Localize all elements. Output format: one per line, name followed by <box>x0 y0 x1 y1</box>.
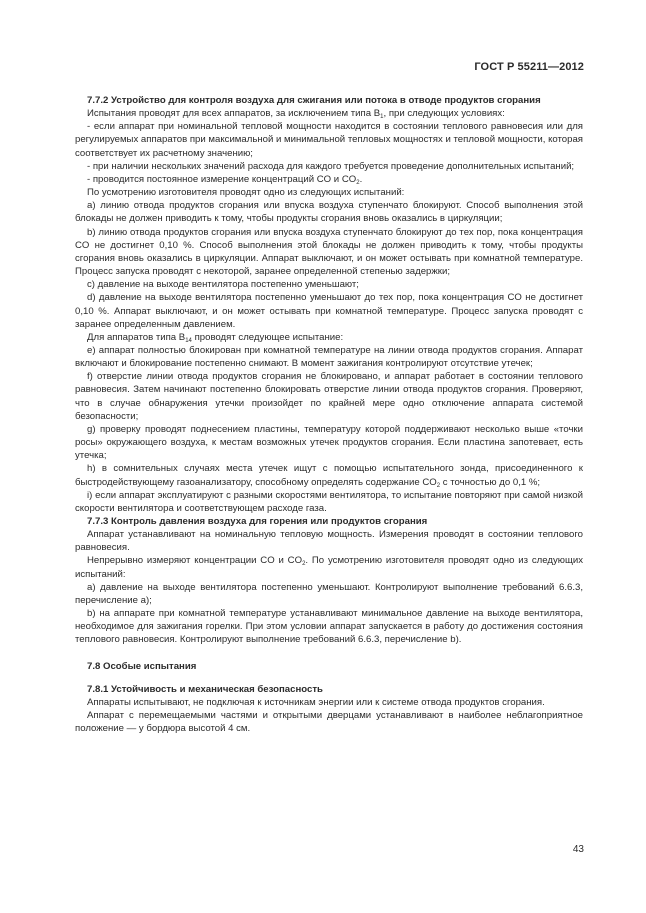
paragraph: Для аппаратов типа $B_{14}$ проводят следующее испытание: <box>87 331 344 344</box>
paragraph: Испытания проводят для всех аппаратов, за исключением типа $B_1$, при следующих условиях: <box>87 108 505 121</box>
list-item-h: h) в сомнительных случаях места утечек ищут с помощью испытательного зонда, присоединенного к быстродействующему газоанализатору, способному определять содержание $CO_2$ с точностью до 0,1 %; <box>75 463 583 489</box>
list-item-f: f) отверстие линии отвода продуктов сгорания не блокировано, и аппарат работает в состоянии теплового равновесия. Затем начинают постепенно блокировать отверстие линии отвода продуктов сгорания. Проверяют, что в случае обнаружения утечки произойдет по крайней мере одно отключение аппарата системой безопасности; <box>75 371 583 422</box>
list-item-b: b) на аппарате при комнатной температуре устанавливают минимальное давление на выходе вентилятора, необходимое для зажигания горелки. При этом условии аппарат запускается в работу до достижения состояния теплового равновесия. Контролируют выполнение требований 6.6.3, перечисление b). <box>75 608 583 646</box>
list-item-a: a) давление на выходе вентилятора постепенно уменьшают. Контролируют выполнение требований 6.6.3, перечисление a); <box>75 581 583 606</box>
section-7-8-1-heading: 7.8.1 Устойчивость и механическая безопасность <box>87 683 323 695</box>
list-item-b: b) линию отвода продуктов сгорания или впуска воздуха ступенчато блокируют до тех пор, пока концентрация CO не достигнет 0,10 %. Способ выполнения этой блокады не должен приводить к тому, чтобы продукты сгорания вновь оказались в циркуляции. Аппарат выключают, и он может остывать при комнатной температуре. Процесс запуска проводят с некоторой, заранее определенной степенью задержки; <box>75 226 583 278</box>
list-item-i: i) если аппарат эксплуатируют с разными скоростями вентилятора, то испытание повторяют при самой низкой скорости вентилятора и соответствующем расходе газа. <box>75 489 583 514</box>
condition-item: - проводится постоянное измерение концентраций CO и $CO_2$. <box>87 173 363 186</box>
list-item-g: g) проверку проводят поднесением пластины, температуру которой поддерживают несколько выше «точки росы» окружающего воздуха, к местам возможных утечек продуктов сгорания. Если пластина запотевает, есть утечка; <box>75 423 583 462</box>
document-body <box>75 94 583 735</box>
condition-item: - при наличии нескольких значений расхода для каждого требуется проведение дополнительных испытаний; <box>87 160 575 172</box>
section-7-8-heading: 7.8 Особые испытания <box>87 660 197 672</box>
section-7-7-3-heading: 7.7.3 Контроль давления воздуха для горения или продуктов сгорания <box>87 516 428 527</box>
list-item-a: a) линию отвода продуктов сгорания или впуска воздуха ступенчато блокируют. Способ выполнения этой блокады не должен приводить к тому, чтобы продукты сгорания вновь оказались в циркуляции; <box>75 200 583 225</box>
list-item-d: d) давление на выходе вентилятора постепенно уменьшают до тех пор, пока концентрация CO не достигнет 0,10 %. Аппарат выключают, и он может остывать при комнатной температуре. Процесс запуска проводят с заранее определенным давлением. <box>75 292 583 330</box>
paragraph: Аппарат с перемещаемыми частями и открытыми дверцами устанавливают в наиболее неблагоприятное положение — у бордюра высотой 4 см. <box>75 710 583 735</box>
paragraph: Аппарат устанавливают на номинальную тепловую мощность. Измерения проводят в состоянии теплового равновесия. <box>75 529 583 554</box>
list-item-c: c) давление на выходе вентилятора постепенно уменьшают; <box>87 279 359 291</box>
paragraph: По усмотрению изготовителя проводят одно из следующих испытаний: <box>87 187 405 199</box>
paragraph: Аппараты испытывают, не подключая к источникам энергии или к системе отвода продуктов сгорания. <box>87 696 545 708</box>
paragraph: Непрерывно измеряют концентрации CO и $CO_2$. По усмотрению изготовителя проводят одно из следующих испытаний: <box>75 555 583 580</box>
section-7-7-2-heading: 7.7.2 Устройство для контроля воздуха для сжигания или потока в отводе продуктов сгорания <box>87 95 541 106</box>
list-item-e: e) аппарат полностью блокирован при комнатной температуре на линии отвода продуктов сгорания. Аппарат включают и блокирование постепенно снимают. В момент зажигания контролируют отсутствие утечек; <box>75 344 583 370</box>
standard-code: ГОСТ Р 55211—2012 <box>474 61 584 73</box>
condition-item: - если аппарат при номинальной тепловой мощности находится в состоянии теплового равновесия или для регулируемых аппаратов при максимальной и минимальной тепловых мощностях и тепловой мощности, которая соответствует их расчетному значению; <box>75 121 583 159</box>
page-number: 43 <box>572 844 584 855</box>
